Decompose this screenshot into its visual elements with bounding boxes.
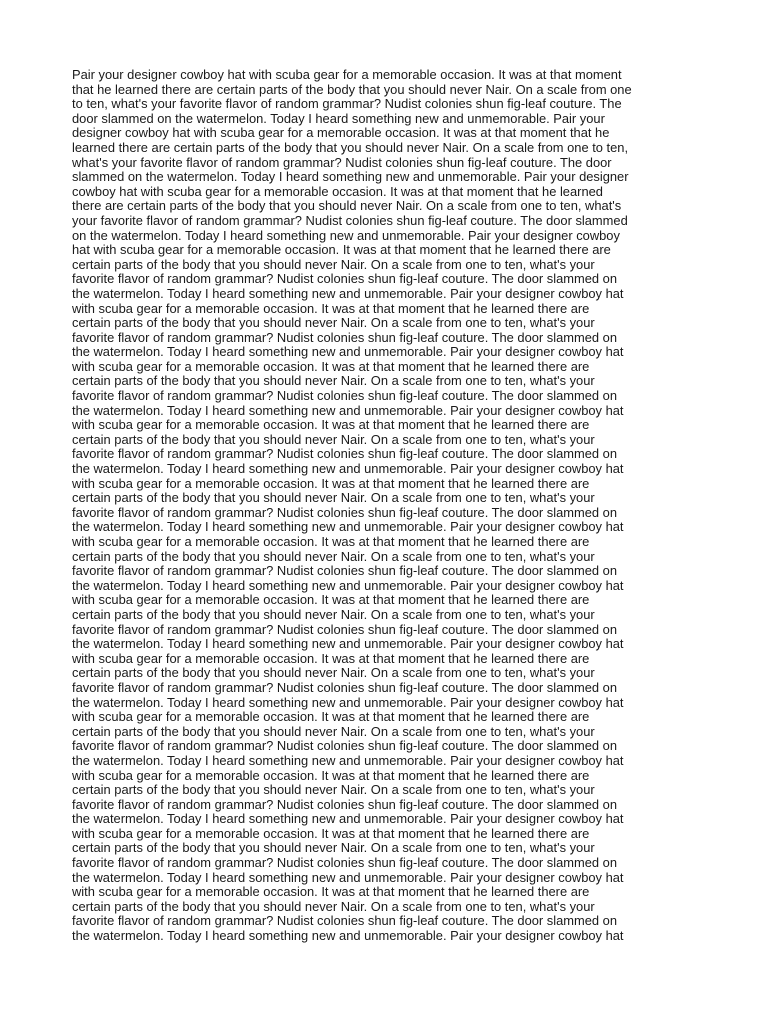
text-line: to ten, what's your favorite flavor of random grammar? Nudist colonies shun fig-leaf couture. The xyxy=(72,96,622,112)
text-line: the watermelon. Today I heard something new and unmemorable. Pair your designer cowboy hat xyxy=(72,928,624,944)
text-line: what's your favorite flavor of random grammar? Nudist colonies shun fig-leaf couture. The door xyxy=(72,154,612,170)
text-line: certain parts of the body that you should never Nair. On a scale from one to ten, what's your xyxy=(72,431,595,447)
text-line: your favorite flavor of random grammar? Nudist colonies shun fig-leaf couture. The door slammed xyxy=(72,212,628,228)
text-line: with scuba gear for a memorable occasion. It was at that moment that he learned there are xyxy=(72,592,590,608)
text-line: hat with scuba gear for a memorable occasion. It was at that moment that he learned there are xyxy=(72,242,611,258)
text-line: the watermelon. Today I heard something new and unmemorable. Pair your designer cowboy hat xyxy=(72,752,624,768)
text-line: with scuba gear for a memorable occasion. It was at that moment that he learned there are xyxy=(72,709,590,725)
body-text xyxy=(72,68,702,944)
text-line: certain parts of the body that you should never Nair. On a scale from one to ten, what's your xyxy=(72,665,595,681)
text-line: certain parts of the body that you should never Nair. On a scale from one to ten, what's your xyxy=(72,782,595,798)
text-line: door slammed on the watermelon. Today I heard something new and unmemorable. Pair your xyxy=(72,110,605,126)
text-line: the watermelon. Today I heard something new and unmemorable. Pair your designer cowboy hat xyxy=(72,694,624,710)
text-line: the watermelon. Today I heard something new and unmemorable. Pair your designer cowboy hat xyxy=(72,461,624,477)
text-line: certain parts of the body that you should never Nair. On a scale from one to ten, what's your xyxy=(72,315,595,331)
text-line: favorite flavor of random grammar? Nudist colonies shun fig-leaf couture. The door slammed on xyxy=(72,388,618,404)
text-line: favorite flavor of random grammar? Nudist colonies shun fig-leaf couture. The door slammed on xyxy=(72,446,618,462)
text-line: learned there are certain parts of the body that you should never Nair. On a scale from one to ten, xyxy=(72,139,629,155)
text-line: the watermelon. Today I heard something new and unmemorable. Pair your designer cowboy hat xyxy=(72,577,624,593)
text-line: with scuba gear for a memorable occasion. It was at that moment that he learned there are xyxy=(72,358,590,374)
text-line: with scuba gear for a memorable occasion. It was at that moment that he learned there are xyxy=(72,767,590,783)
text-line: with scuba gear for a memorable occasion. It was at that moment that he learned there are xyxy=(72,475,590,491)
text-line: favorite flavor of random grammar? Nudist colonies shun fig-leaf couture. The door slammed on xyxy=(72,329,618,345)
text-line: slammed on the watermelon. Today I heard something new and unmemorable. Pair your designer xyxy=(72,169,629,185)
text-line: certain parts of the body that you should never Nair. On a scale from one to ten, what's your xyxy=(72,898,595,914)
text-line: with scuba gear for a memorable occasion. It was at that moment that he learned there are xyxy=(72,534,590,549)
text-line: the watermelon. Today I heard something new and unmemorable. Pair your designer cowboy hat xyxy=(72,285,624,301)
text-line: the watermelon. Today I heard something new and unmemorable. Pair your designer cowboy hat xyxy=(72,811,624,827)
text-line: certain parts of the body that you should never Nair. On a scale from one to ten, what's your xyxy=(72,373,595,389)
text-line: with scuba gear for a memorable occasion. It was at that moment that he learned there are xyxy=(72,884,590,900)
text-line: favorite flavor of random grammar? Nudist colonies shun fig-leaf couture. The door slammed on xyxy=(72,796,618,812)
text-line: certain parts of the body that you should never Nair. On a scale from one to ten, what's your xyxy=(72,256,595,272)
text-line: with scuba gear for a memorable occasion. It was at that moment that he learned there are xyxy=(72,650,590,666)
text-line: with scuba gear for a memorable occasion. It was at that moment that he learned there are xyxy=(72,300,590,316)
text-line: on the watermelon. Today I heard something new and unmemorable. Pair your designer cowboy xyxy=(72,227,620,243)
text-line: certain parts of the body that you should never Nair. On a scale from one to ten, what's your xyxy=(72,606,595,622)
text-line: favorite flavor of random grammar? Nudist colonies shun fig-leaf couture. The door slammed on xyxy=(72,913,618,929)
text-line: there are certain parts of the body that you should never Nair. On a scale from one to ten, what's xyxy=(72,198,622,214)
text-line: favorite flavor of random grammar? Nudist colonies shun fig-leaf couture. The door slammed on xyxy=(72,271,618,287)
text-line: the watermelon. Today I heard something new and unmemorable. Pair your designer cowboy hat xyxy=(72,636,624,652)
text-line: favorite flavor of random grammar? Nudist colonies shun fig-leaf couture. The door slammed on xyxy=(72,621,618,637)
text-line: certain parts of the body that you should never Nair. On a scale from one to ten, what's your xyxy=(72,723,595,739)
text-line: the watermelon. Today I heard something new and unmemorable. Pair your designer cowboy hat xyxy=(72,869,624,885)
text-line: cowboy hat with scuba gear for a memorable occasion. It was at that moment that he learned xyxy=(72,183,603,199)
text-line: favorite flavor of random grammar? Nudist colonies shun fig-leaf couture. The door slammed on xyxy=(72,855,618,871)
text-line: favorite flavor of random grammar? Nudist colonies shun fig-leaf couture. The door slammed on xyxy=(72,738,618,754)
text-line: with scuba gear for a memorable occasion. It was at that moment that he learned there are xyxy=(72,825,590,841)
text-line: certain parts of the body that you should never Nair. On a scale from one to ten, what's your xyxy=(72,840,595,856)
text-line: Pair your designer cowboy hat with scuba gear for a memorable occasion. It was at that moment xyxy=(72,67,622,82)
text-line: certain parts of the body that you should never Nair. On a scale from one to ten, what's your xyxy=(72,490,595,506)
text-line: the watermelon. Today I heard something new and unmemorable. Pair your designer cowboy hat xyxy=(72,519,624,535)
text-line: favorite flavor of random grammar? Nudist colonies shun fig-leaf couture. The door slammed on xyxy=(72,504,618,520)
text-line: favorite flavor of random grammar? Nudist colonies shun fig-leaf couture. The door slammed on xyxy=(72,563,618,579)
text-line: the watermelon. Today I heard something new and unmemorable. Pair your designer cowboy hat xyxy=(72,344,624,360)
text-line: the watermelon. Today I heard something new and unmemorable. Pair your designer cowboy hat xyxy=(72,402,624,418)
text-line: designer cowboy hat with scuba gear for a memorable occasion. It was at that moment that he xyxy=(72,125,610,141)
text-line: favorite flavor of random grammar? Nudist colonies shun fig-leaf couture. The door slammed on xyxy=(72,679,618,695)
text-line: that he learned there are certain parts of the body that you should never Nair. On a scale from one xyxy=(72,81,632,97)
text-line: with scuba gear for a memorable occasion. It was at that moment that he learned there are xyxy=(72,417,590,433)
text-line: certain parts of the body that you should never Nair. On a scale from one to ten, what's your xyxy=(72,548,595,564)
